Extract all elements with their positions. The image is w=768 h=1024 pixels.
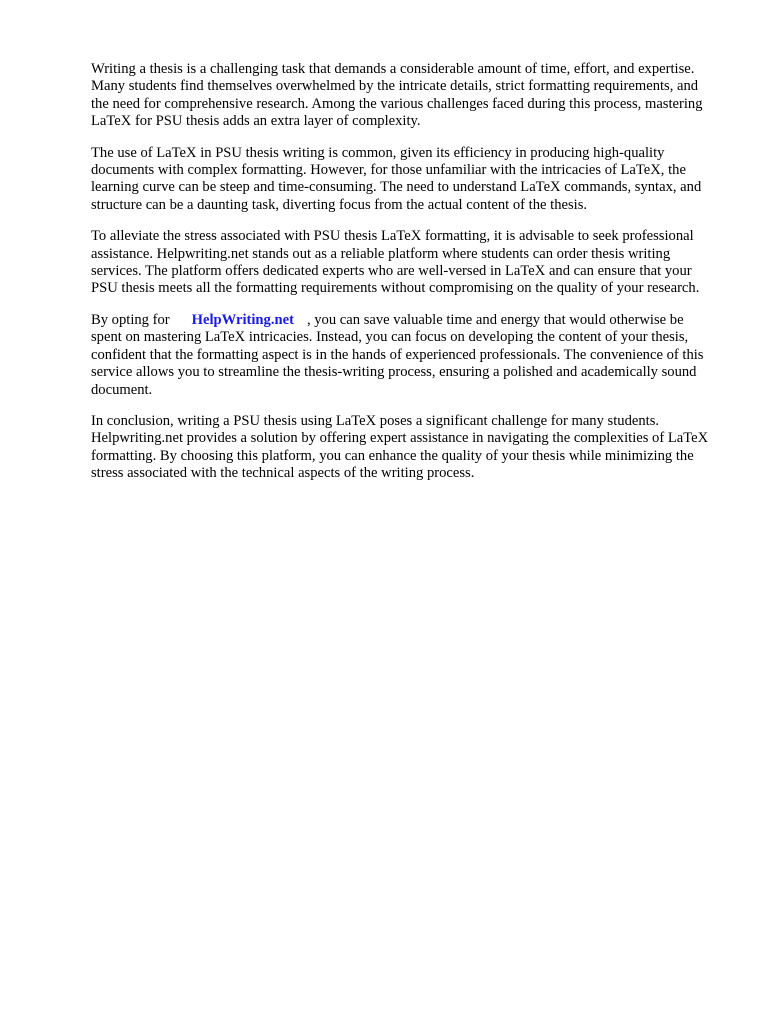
paragraph-link bbox=[91, 312, 711, 399]
paragraph-latex-use: The use of LaTeX in PSU thesis writing is common, given its efficiency in producing high-quality documents with complex formatting. However, for those unfamiliar with the intricacies of LaTeX, the learning curve can be steep and time-consuming. The need to understand LaTeX commands, syntax, and structure can be a daunting task, diverting focus from the actual content of the thesis. bbox=[91, 144, 702, 213]
helpwriting-link[interactable]: HelpWriting.net bbox=[191, 311, 294, 328]
paragraph-intro: Writing a thesis is a challenging task that demands a considerable amount of time, effort, and expertise. Many students find themselves overwhelmed by the intricate details, strict formatting requirements, and the need for comprehensive research. Among the various challenges faced during this process, mastering LaTeX for PSU thesis adds an extra layer of complexity. bbox=[91, 61, 703, 130]
document-body bbox=[91, 61, 711, 497]
link-paragraph-after: , you can save valuable time and energy that would otherwise be spent on mastering LaTeX intricacies. Instead, you can focus on developing the content of your thesis, confident that the formatting aspect is in the hands of experienced professionals. The convenience of this service allows you to streamline the thesis-writing process, ensuring a polished and academically sound document. bbox=[91, 311, 704, 398]
paragraph-conclusion: In conclusion, writing a PSU thesis using LaTeX poses a significant challenge for many students. Helpwriting.net provides a solution by offering expert assistance in navigating the complexities of LaTeX formatting. By choosing this platform, you can enhance the quality of your thesis while minimizing the stress associated with the technical aspects of the writing process. bbox=[91, 412, 709, 482]
paragraph-assistance: To alleviate the stress associated with PSU thesis LaTeX formatting, it is advisable to seek professional assistance. Helpwriting.net stands out as a reliable platform where students can order thesis writing services. The platform offers dedicated experts who are well-versed in LaTeX and can ensure that your PSU thesis meets all the formatting requirements without compromising on the quality of your research. bbox=[91, 228, 700, 297]
link-paragraph-before: By opting for bbox=[91, 311, 170, 328]
